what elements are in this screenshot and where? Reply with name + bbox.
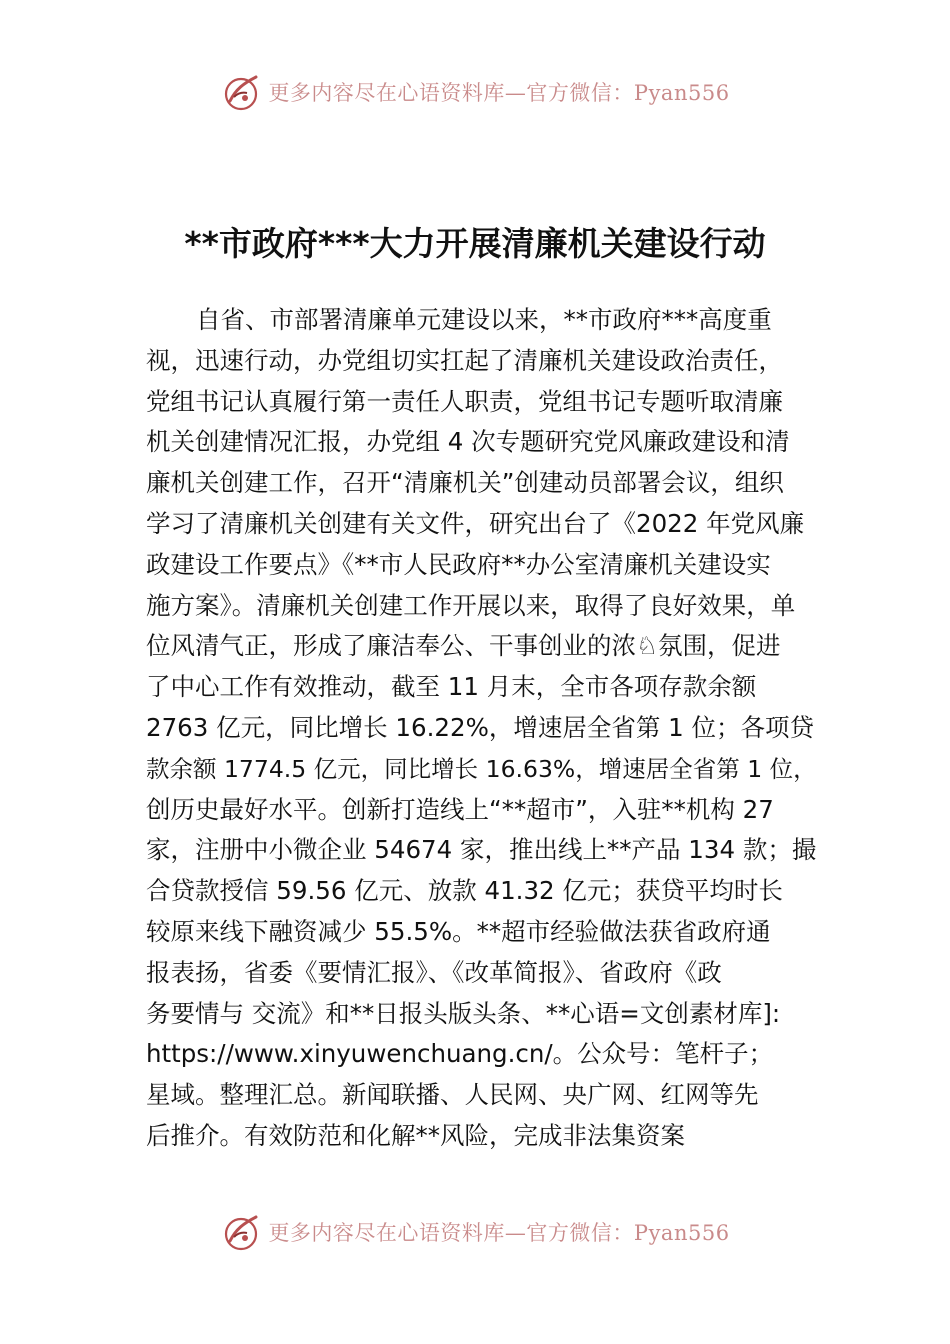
body-line: 创历史最好水平。创新打造线上“**超市”，入驻**机构 27	[146, 794, 774, 824]
body-line: 2763 亿元，同比增长 16.22%，增速居全省第 1 位；各项贷	[146, 712, 815, 742]
body-line: 星域。整理汇总。新闻联播、人民网、央广网、红网等先	[146, 1080, 759, 1110]
body-line: 合贷款授信 59.56 亿元、放款 41.32 亿元；获贷平均时长	[146, 876, 783, 906]
body-line: 廉机关创建工作，召开“清廉机关”创建动员部署会议，组织	[146, 468, 784, 498]
body-line: 较原来线下融资减少 55.5%。**超市经验做法获省政府通	[146, 916, 771, 946]
header-banner	[0, 70, 950, 114]
body-line: 务要情与 交流》和**日报头版头条、**心语=文创素材库]:	[146, 998, 781, 1028]
body-line: 政建设工作要点》《**市人民政府**办公室清廉机关建设实	[146, 549, 771, 579]
body-line: 自省、市部署清廉单元建设以来，**市政府***高度重	[196, 305, 772, 334]
body-line: 视，迅速行动，办党组切实扛起了清廉机关建设政治责任，	[146, 345, 783, 375]
body-line: 机关创建情况汇报，办党组 4 次专题研究党风廉政建设和清	[146, 427, 790, 457]
body-line: 位风清气正，形成了廉洁奉公、干事创业的浓♘氛围，促进	[146, 631, 781, 661]
body-line: https://www.xinyuwenchuang.cn/。公众号：笔杆子；	[146, 1039, 774, 1069]
body-line: 学习了清廉机关创建有关文件，研究出台了《2022 年党风廉	[146, 508, 805, 538]
seal-logo-icon	[220, 71, 262, 113]
body-line: 党组书记认真履行第一责任人职责，党组书记专题听取清廉	[146, 386, 783, 416]
body-line: 施方案》。清廉机关创建工作开展以来，取得了良好效果，单	[146, 590, 796, 620]
body-line: 报表扬，省委《要情汇报》、《改革简报》、省政府《政	[146, 957, 722, 987]
footer-banner-text: 更多内容尽在心语资料库—官方微信：Pyan556	[268, 1221, 730, 1245]
body-line: 款余额 1774.5 亿元，同比增长 16.63%，增速居全省第 1 位，	[146, 754, 817, 783]
header-banner-text: 更多内容尽在心语资料库—官方微信：Pyan556	[268, 81, 730, 105]
body-line: 家，注册中小微企业 54674 家，推出线上**产品 134 款；撮	[146, 835, 817, 865]
document-body	[146, 300, 826, 1157]
document-title: **市政府***大力开展清廉机关建设行动	[184, 224, 766, 263]
footer-banner	[0, 1210, 950, 1254]
body-line: 了中心工作有效推动，截至 11 月末，全市各项存款余额	[146, 672, 757, 702]
seal-logo-icon	[220, 1211, 262, 1253]
body-line: 后推介。有效防范和化解**风险，完成非法集资案	[146, 1120, 685, 1150]
